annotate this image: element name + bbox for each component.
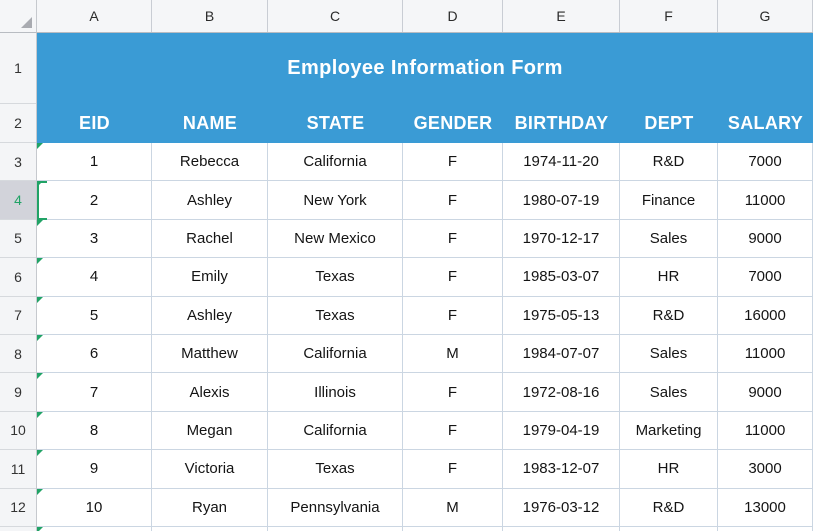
cell-C5[interactable]: New Mexico: [268, 220, 403, 258]
error-indicator-icon: [37, 527, 43, 531]
header-cell-G[interactable]: SALARY: [718, 104, 813, 143]
cell-F12[interactable]: R&D: [620, 489, 718, 527]
cell-D13[interactable]: [403, 527, 503, 531]
sheet-title: Employee Information Form: [287, 57, 563, 79]
cell-C8[interactable]: California: [268, 335, 403, 373]
error-indicator-icon: [37, 373, 43, 379]
cell-E3[interactable]: 1974-11-20: [503, 143, 620, 181]
cell-A11[interactable]: 9: [37, 450, 152, 488]
row-header-5[interactable]: 5: [0, 220, 36, 258]
cell-B4[interactable]: Ashley: [152, 181, 268, 219]
cell-G5[interactable]: 9000: [718, 220, 813, 258]
cell-C3[interactable]: California: [268, 143, 403, 181]
cell-F13[interactable]: [620, 527, 718, 531]
cell-A4[interactable]: 2: [37, 181, 152, 219]
error-indicator-icon: [37, 220, 43, 226]
cell-G8[interactable]: 11000: [718, 335, 813, 373]
cell-E4[interactable]: 1980-07-19: [503, 181, 620, 219]
cell-D7[interactable]: F: [403, 297, 503, 335]
column-header-C[interactable]: C: [268, 0, 403, 32]
column-header-B[interactable]: B: [152, 0, 268, 32]
cell-C6[interactable]: Texas: [268, 258, 403, 296]
row-header-11[interactable]: 11: [0, 450, 36, 488]
select-all-icon: [21, 17, 32, 28]
cell-F3[interactable]: R&D: [620, 143, 718, 181]
cell-D6[interactable]: F: [403, 258, 503, 296]
column-header-A[interactable]: A: [37, 0, 152, 32]
cell-E8[interactable]: 1984-07-07: [503, 335, 620, 373]
cell-B3[interactable]: Rebecca: [152, 143, 268, 181]
cell-D4[interactable]: F: [403, 181, 503, 219]
cell-B12[interactable]: Ryan: [152, 489, 268, 527]
cell-E13[interactable]: [503, 527, 620, 531]
cell-G3[interactable]: 7000: [718, 143, 813, 181]
error-indicator-icon: [37, 489, 43, 495]
column-header-E[interactable]: E: [503, 0, 620, 32]
cell-G4[interactable]: 11000: [718, 181, 813, 219]
cell-E9[interactable]: 1972-08-16: [503, 373, 620, 411]
cell-E7[interactable]: 1975-05-13: [503, 297, 620, 335]
error-indicator-icon: [37, 450, 43, 456]
cell-F5[interactable]: Sales: [620, 220, 718, 258]
cell-B7[interactable]: Ashley: [152, 297, 268, 335]
cell-G6[interactable]: 7000: [718, 258, 813, 296]
cell-D8[interactable]: M: [403, 335, 503, 373]
cell-C10[interactable]: California: [268, 412, 403, 450]
cell-B5[interactable]: Rachel: [152, 220, 268, 258]
cell-D11[interactable]: F: [403, 450, 503, 488]
row-header-4[interactable]: 4: [0, 181, 36, 219]
cell-F9[interactable]: Sales: [620, 373, 718, 411]
column-header-F[interactable]: F: [620, 0, 718, 32]
cell-C9[interactable]: Illinois: [268, 373, 403, 411]
cell-grid: [37, 33, 813, 531]
cell-G12[interactable]: 13000: [718, 489, 813, 527]
row-header-7[interactable]: 7: [0, 297, 36, 335]
row-header-3[interactable]: 3: [0, 143, 36, 181]
row-header-10[interactable]: 10: [0, 412, 36, 450]
cell-A9[interactable]: 7: [37, 373, 152, 411]
row-header-6[interactable]: 6: [0, 258, 36, 296]
cell-G7[interactable]: 16000: [718, 297, 813, 335]
cell-E5[interactable]: 1970-12-17: [503, 220, 620, 258]
cell-E12[interactable]: 1976-03-12: [503, 489, 620, 527]
cell-D3[interactable]: F: [403, 143, 503, 181]
cell-G10[interactable]: 11000: [718, 412, 813, 450]
cell-B13[interactable]: [152, 527, 268, 531]
error-indicator-icon: [37, 181, 43, 187]
cell-C4[interactable]: New York: [268, 181, 403, 219]
error-indicator-icon: [37, 258, 43, 264]
cell-B6[interactable]: Emily: [152, 258, 268, 296]
cell-G9[interactable]: 9000: [718, 373, 813, 411]
cell-E11[interactable]: 1983-12-07: [503, 450, 620, 488]
cell-F4[interactable]: Finance: [620, 181, 718, 219]
row-header-8[interactable]: 8: [0, 335, 36, 373]
header-cell-C[interactable]: STATE: [268, 104, 403, 143]
cell-B8[interactable]: Matthew: [152, 335, 268, 373]
cell-F8[interactable]: Sales: [620, 335, 718, 373]
header-cell-E[interactable]: BIRTHDAY: [503, 104, 620, 143]
cell-D9[interactable]: F: [403, 373, 503, 411]
error-indicator-icon: [37, 143, 43, 149]
cell-A5[interactable]: 3: [37, 220, 152, 258]
cell-F11[interactable]: HR: [620, 450, 718, 488]
cell-A13[interactable]: [37, 527, 152, 531]
column-header-G[interactable]: G: [718, 0, 813, 32]
row-header-12[interactable]: 12: [0, 489, 36, 527]
header-cell-B[interactable]: NAME: [152, 104, 268, 143]
cell-G11[interactable]: 3000: [718, 450, 813, 488]
cell-B11[interactable]: Victoria: [152, 450, 268, 488]
cell-E10[interactable]: 1979-04-19: [503, 412, 620, 450]
row-header-1[interactable]: 1: [0, 33, 36, 104]
cell-G13[interactable]: [718, 527, 813, 531]
header-cell-D[interactable]: GENDER: [403, 104, 503, 143]
cell-D12[interactable]: M: [403, 489, 503, 527]
column-headers: [37, 0, 813, 33]
cell-A12[interactable]: 10: [37, 489, 152, 527]
row-header-9[interactable]: 9: [0, 373, 36, 411]
cell-A3[interactable]: 1: [37, 143, 152, 181]
column-header-D[interactable]: D: [403, 0, 503, 32]
select-all-button[interactable]: [0, 0, 37, 33]
cell-A10[interactable]: 8: [37, 412, 152, 450]
row-header-2[interactable]: 2: [0, 104, 36, 143]
error-indicator-icon: [37, 412, 43, 418]
cell-B9[interactable]: Alexis: [152, 373, 268, 411]
cell-F6[interactable]: HR: [620, 258, 718, 296]
cell-C12[interactable]: Pennsylvania: [268, 489, 403, 527]
cell-C7[interactable]: Texas: [268, 297, 403, 335]
header-cell-F[interactable]: DEPT: [620, 104, 718, 143]
cell-A6[interactable]: 4: [37, 258, 152, 296]
row-headers: [0, 33, 37, 531]
cell-C11[interactable]: Texas: [268, 450, 403, 488]
cell-F10[interactable]: Marketing: [620, 412, 718, 450]
cell-D5[interactable]: F: [403, 220, 503, 258]
cell-D10[interactable]: F: [403, 412, 503, 450]
error-indicator-icon: [37, 335, 43, 341]
cell-B10[interactable]: Megan: [152, 412, 268, 450]
cell-A8[interactable]: 6: [37, 335, 152, 373]
merged-title-cell[interactable]: [37, 33, 813, 104]
cell-F7[interactable]: R&D: [620, 297, 718, 335]
cell-C13[interactable]: [268, 527, 403, 531]
error-indicator-icon: [37, 297, 43, 303]
header-cell-A[interactable]: EID: [37, 104, 152, 143]
cell-E6[interactable]: 1985-03-07: [503, 258, 620, 296]
cell-A7[interactable]: 5: [37, 297, 152, 335]
